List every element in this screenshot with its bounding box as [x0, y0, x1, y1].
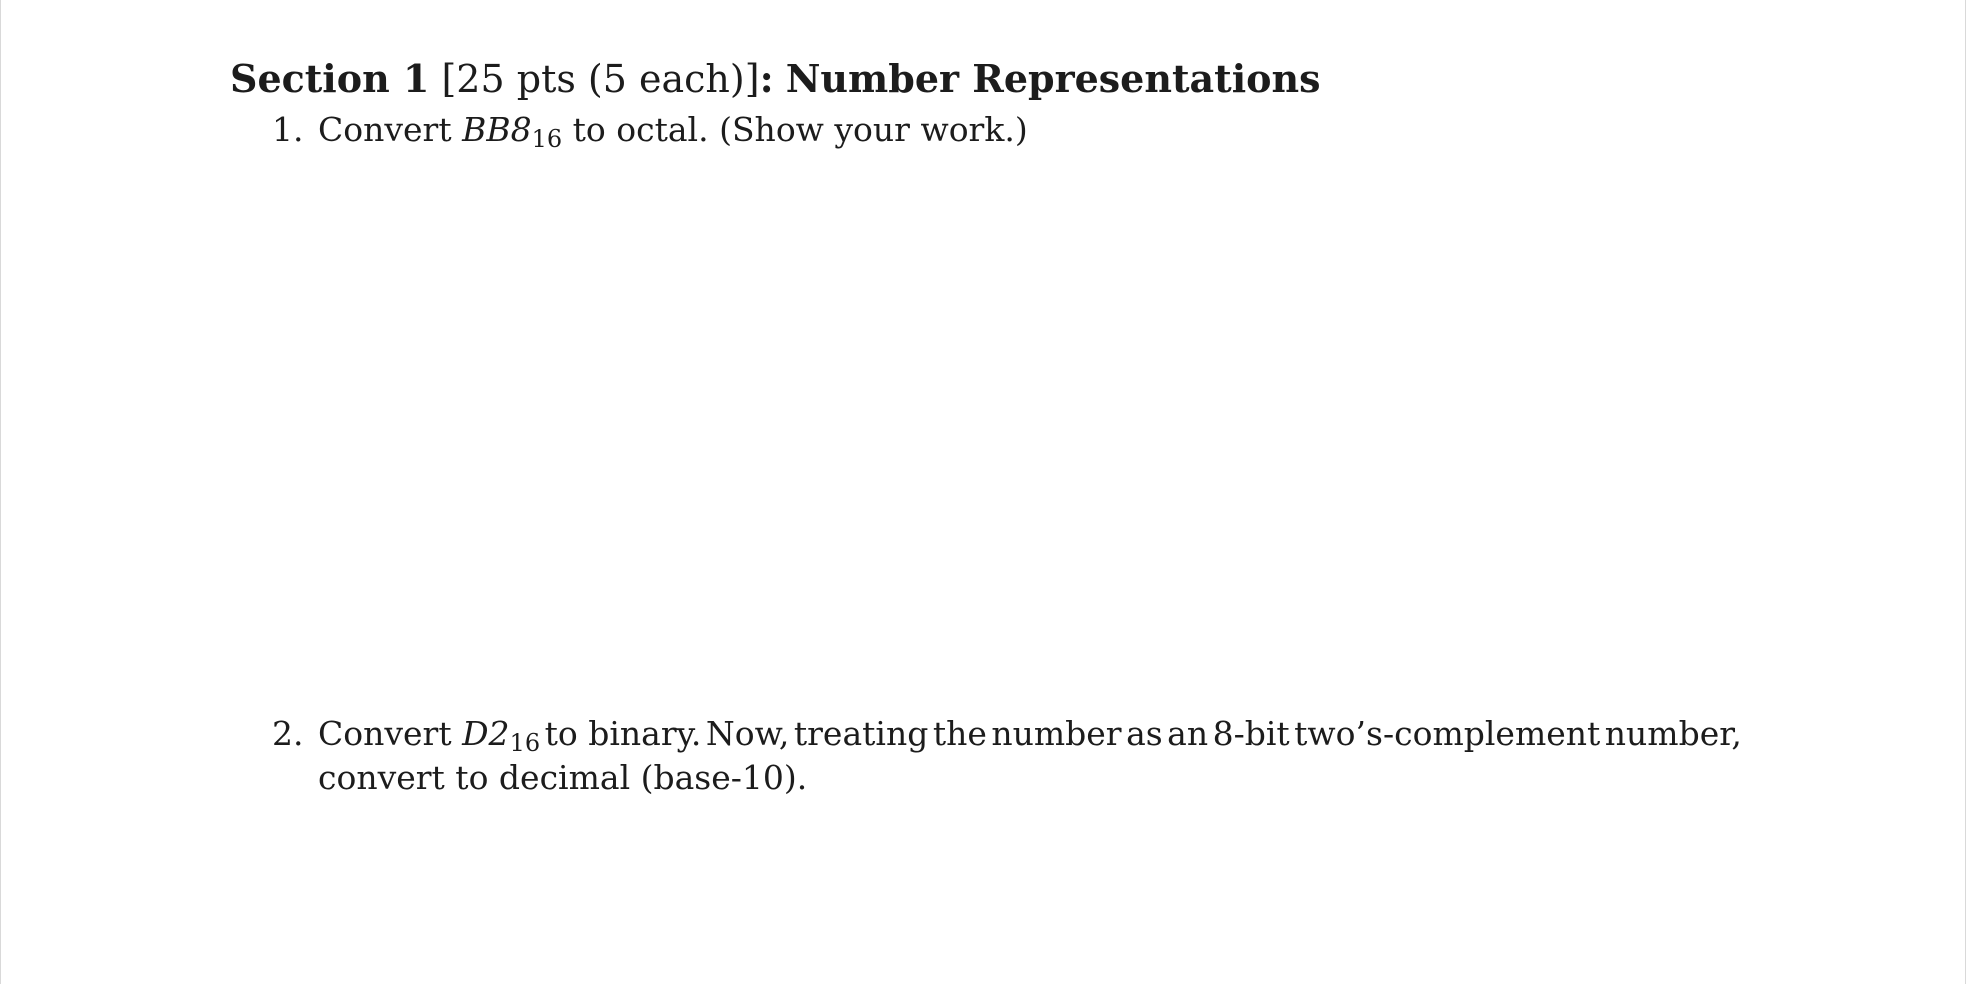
word: the [932, 714, 987, 753]
section-title: Number Representations [785, 56, 1321, 101]
word: number, [1604, 714, 1742, 753]
word: number [991, 714, 1122, 753]
base-subscript: 16 [509, 729, 541, 757]
question-prefix: Convert [318, 714, 452, 753]
question-number: 2. [272, 714, 304, 753]
word: two’s-complement [1294, 714, 1601, 753]
question-number: 1. [272, 110, 304, 149]
word: treating [793, 714, 929, 753]
word: to binary. [544, 714, 702, 753]
word: 8-bit [1212, 714, 1290, 753]
question-text [318, 712, 1742, 800]
question-line-1 [318, 712, 1742, 756]
question-line-2: convert to decimal (base-10). [318, 758, 808, 797]
section-points: [25 pts (5 each)] [441, 57, 760, 101]
word: as [1126, 714, 1163, 753]
section-label: Section 1 [230, 56, 430, 101]
question-suffix: to octal. (Show your work.) [572, 110, 1028, 149]
question-text [318, 108, 1742, 152]
section-heading [230, 52, 1321, 106]
base-subscript: 16 [531, 125, 563, 153]
section-colon: : [759, 56, 774, 101]
question-prefix: Convert [318, 110, 452, 149]
hex-value: BB8 [462, 110, 532, 149]
question-2 [272, 712, 1742, 800]
hex-value: D2 [462, 714, 510, 753]
word: Now, [705, 714, 790, 753]
question-1 [272, 108, 1742, 152]
word: an [1167, 714, 1209, 753]
